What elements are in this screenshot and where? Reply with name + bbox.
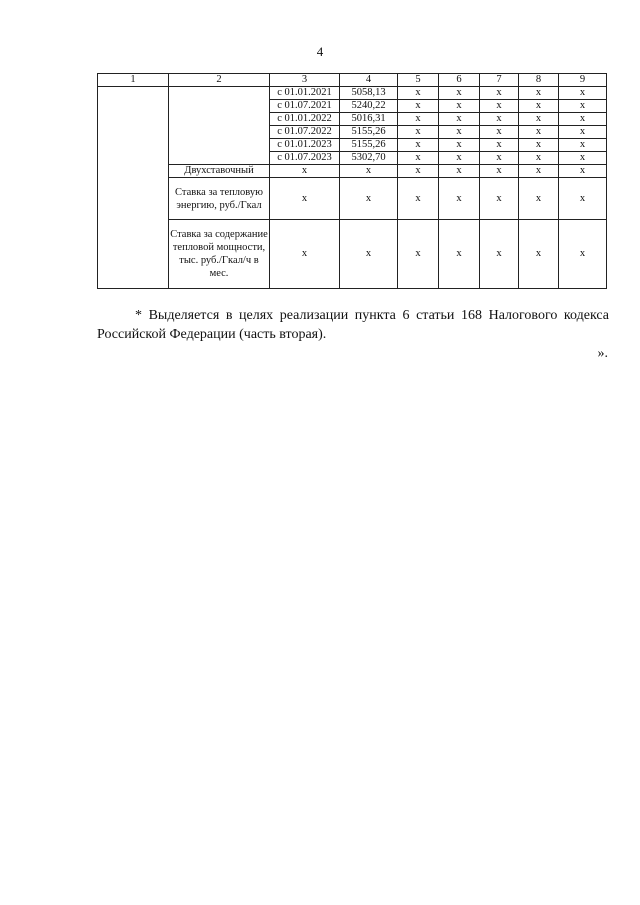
x-cell: x [559, 113, 607, 126]
column-number: 7 [480, 74, 519, 87]
x-cell: x [439, 220, 480, 289]
x-cell: x [480, 139, 519, 152]
column-number: 8 [519, 74, 559, 87]
x-cell: x [270, 178, 340, 220]
x-cell: x [439, 152, 480, 165]
x-cell: x [439, 113, 480, 126]
x-cell: x [270, 165, 340, 178]
x-cell: x [398, 178, 439, 220]
x-cell: x [398, 87, 439, 100]
tariff-table [97, 73, 607, 289]
period-cell: с 01.01.2023 [270, 139, 340, 152]
footnote-text: * Выделяется в целях реализации пункта 6 статьи 168 Налогового кодекса Российской Федерации (часть вторая). [97, 308, 609, 342]
x-cell: x [480, 220, 519, 289]
x-cell: x [439, 139, 480, 152]
table-row-capacity-rate [98, 220, 607, 289]
tariff-value-cell: 5155,26 [340, 126, 398, 139]
tariff-value-cell: 5240,22 [340, 100, 398, 113]
table-row-energy-rate [98, 178, 607, 220]
column-number: 4 [340, 74, 398, 87]
closing-quote: ». [597, 346, 608, 361]
table-row [98, 87, 607, 100]
x-cell: x [439, 87, 480, 100]
row-label-energy-rate: Ставка за тепловую энергию, руб./Гкал [169, 178, 270, 220]
x-cell: x [439, 178, 480, 220]
x-cell: x [519, 139, 559, 152]
x-cell: x [480, 113, 519, 126]
x-cell: x [398, 126, 439, 139]
tariff-value-cell: 5155,26 [340, 139, 398, 152]
x-cell: x [480, 126, 519, 139]
x-cell: x [519, 87, 559, 100]
column-number: 5 [398, 74, 439, 87]
x-cell: x [480, 100, 519, 113]
row-label-capacity-rate: Ставка за содержание тепловой мощности, тыс. руб./Гкал/ч в мес. [169, 220, 270, 289]
x-cell: x [439, 100, 480, 113]
x-cell: x [480, 152, 519, 165]
x-cell: x [559, 220, 607, 289]
empty-cell-col2 [169, 87, 270, 165]
x-cell: x [398, 152, 439, 165]
x-cell: x [439, 126, 480, 139]
x-cell: x [559, 152, 607, 165]
x-cell: x [519, 178, 559, 220]
x-cell: x [519, 152, 559, 165]
column-number: 1 [98, 74, 169, 87]
tariff-value-cell: 5016,31 [340, 113, 398, 126]
x-cell: x [559, 139, 607, 152]
empty-cell-col1 [98, 87, 169, 289]
x-cell: x [480, 165, 519, 178]
page-number: 4 [316, 44, 324, 59]
x-cell: x [439, 165, 480, 178]
x-cell: x [398, 220, 439, 289]
tariff-value-cell: 5302,70 [340, 152, 398, 165]
column-number: 6 [439, 74, 480, 87]
x-cell: x [340, 220, 398, 289]
period-cell: с 01.07.2021 [270, 100, 340, 113]
column-number: 2 [169, 74, 270, 87]
x-cell: x [398, 165, 439, 178]
x-cell: x [519, 113, 559, 126]
x-cell: x [480, 178, 519, 220]
table-header-row [98, 74, 607, 87]
table-row-two-part [98, 165, 607, 178]
x-cell: x [398, 100, 439, 113]
x-cell: x [559, 165, 607, 178]
x-cell: x [270, 220, 340, 289]
period-cell: с 01.01.2021 [270, 87, 340, 100]
x-cell: x [559, 87, 607, 100]
x-cell: x [340, 165, 398, 178]
x-cell: x [519, 165, 559, 178]
x-cell: x [398, 113, 439, 126]
x-cell: x [398, 139, 439, 152]
period-cell: с 01.01.2022 [270, 113, 340, 126]
period-cell: с 01.07.2023 [270, 152, 340, 165]
x-cell: x [519, 220, 559, 289]
x-cell: x [340, 178, 398, 220]
period-cell: с 01.07.2022 [270, 126, 340, 139]
x-cell: x [559, 126, 607, 139]
tariff-value-cell: 5058,13 [340, 87, 398, 100]
x-cell: x [559, 100, 607, 113]
x-cell: x [519, 126, 559, 139]
column-number: 3 [270, 74, 340, 87]
x-cell: x [519, 100, 559, 113]
x-cell: x [480, 87, 519, 100]
column-number: 9 [559, 74, 607, 87]
row-label-two-part: Двухставочный [169, 165, 270, 178]
x-cell: x [559, 178, 607, 220]
